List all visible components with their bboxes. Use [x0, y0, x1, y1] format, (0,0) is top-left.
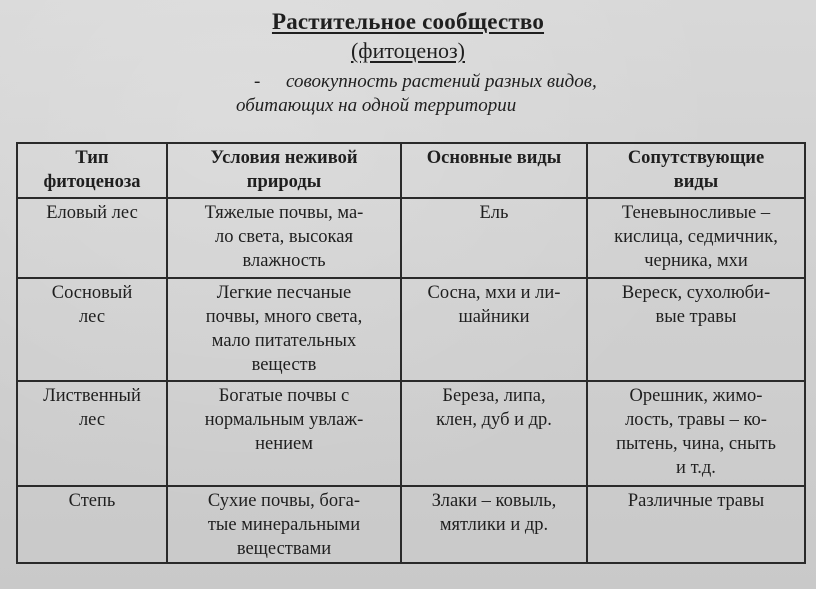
cell-main-species: Злаки – ковыль, мятлики и др.	[401, 486, 587, 563]
table-row	[17, 198, 805, 278]
definition-line-2: обитающих на одной территории	[236, 95, 517, 116]
definition-line-1	[236, 70, 696, 94]
header-conditions: Условия неживой природы	[167, 143, 401, 198]
page-title: Растительное сообщество	[271, 9, 545, 34]
definition-text-1: совокупность растений разных видов,	[286, 71, 597, 92]
header-main-species: Основные виды	[401, 143, 587, 198]
cell-companion-species: Орешник, жимо- лость, травы – ко- пытень, чина, сныть и т.д.	[587, 381, 805, 486]
cell-conditions: Легкие песчаные почвы, много света, мало питательных веществ	[167, 278, 401, 381]
cell-conditions: Богатые почвы с нормальным увлаж- нением	[167, 381, 401, 486]
header-companion-species: Сопутствующие виды	[587, 143, 805, 198]
cell-type: Еловый лес	[17, 198, 167, 278]
table-header-row	[17, 143, 805, 198]
page-subtitle: (фитоценоз)	[350, 38, 465, 63]
definition	[236, 70, 696, 118]
cell-companion-species: Теневыносливые – кислица, седмичник, черника, мхи	[587, 198, 805, 278]
phytocenosis-table	[16, 142, 806, 564]
table-row	[17, 278, 805, 381]
cell-main-species: Ель	[401, 198, 587, 278]
table-row	[17, 381, 805, 486]
cell-companion-species: Различные травы	[587, 486, 805, 563]
cell-type: Степь	[17, 486, 167, 563]
cell-companion-species: Вереск, сухолюби- вые травы	[587, 278, 805, 381]
table-row	[17, 486, 805, 563]
cell-conditions: Сухие почвы, бога- тые минеральными веществами	[167, 486, 401, 563]
cell-main-species: Сосна, мхи и ли- шайники	[401, 278, 587, 381]
cell-conditions: Тяжелые почвы, ма- ло света, высокая влажность	[167, 198, 401, 278]
definition-dash: -	[254, 71, 261, 92]
header-type: Тип фитоценоза	[17, 143, 167, 198]
cell-type: Сосновый лес	[17, 278, 167, 381]
cell-type: Лиственный лес	[17, 381, 167, 486]
cell-main-species: Береза, липа, клен, дуб и др.	[401, 381, 587, 486]
